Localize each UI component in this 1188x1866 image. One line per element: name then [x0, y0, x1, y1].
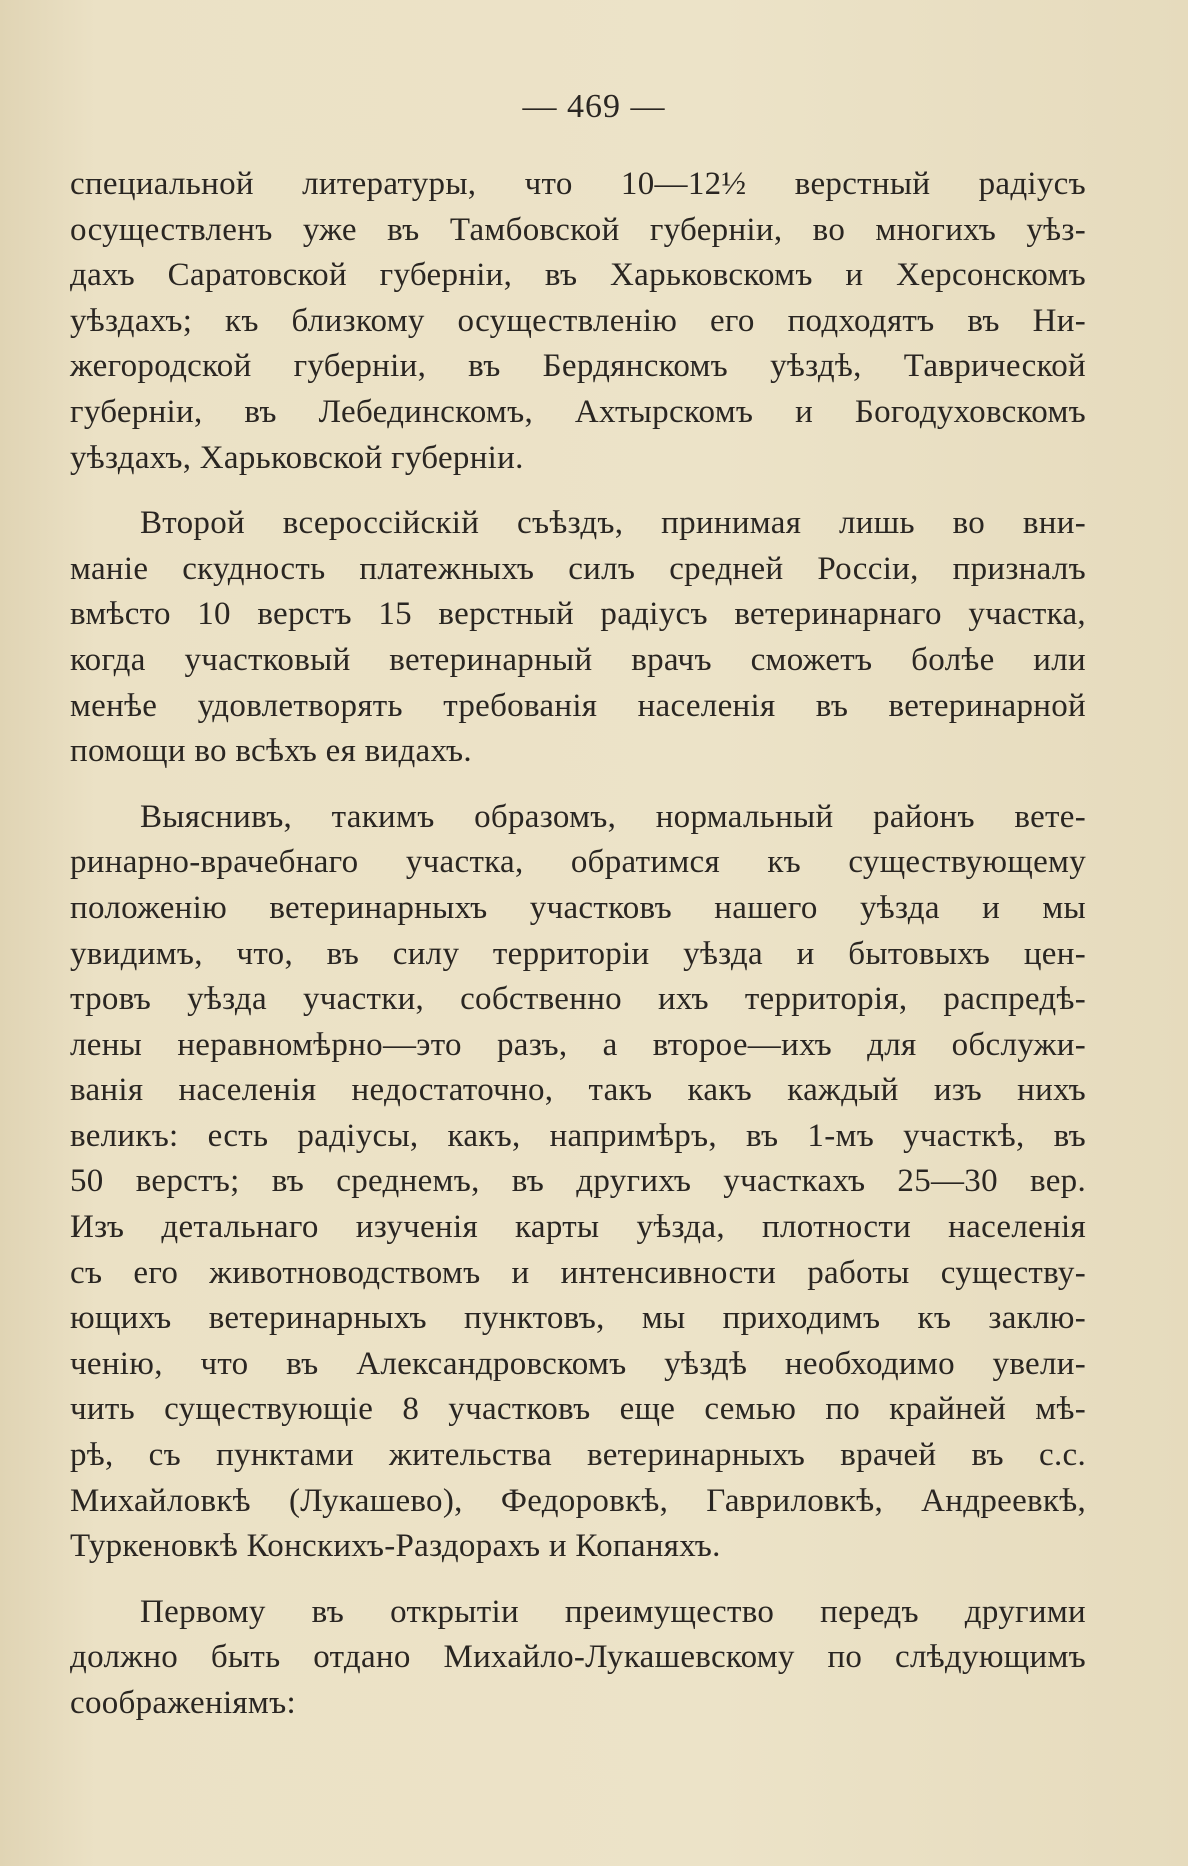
text-line: губерніи, въ Лебединскомъ, Ахтырскомъ и Богодуховскомъ	[70, 393, 1086, 430]
text-line: 50 верстъ; въ среднемъ, въ другихъ участкахъ 25—30 вер.	[70, 1163, 1086, 1200]
text-line: ринарно-врачебнаго участка, обратимся къ существующему	[70, 844, 1086, 881]
text-line: Второй всероссійскій съѣздъ, принимая лишь во вни-	[140, 505, 1086, 542]
text-line: рѣ, съ пунктами жительства ветеринарныхъ врачей въ с.с.	[70, 1437, 1086, 1474]
body-text	[70, 162, 1086, 1747]
text-line: положенію ветеринарныхъ участковъ нашего уѣзда и мы	[70, 889, 1086, 926]
text-line: специальной литературы, что 10—12½ верстный радіусъ	[70, 166, 1086, 202]
text-line: ванія населенія недостаточно, такъ какъ каждый изъ нихъ	[70, 1072, 1086, 1109]
text-line: Выяснивъ, такимъ образомъ, нормальный районъ вете-	[140, 798, 1086, 835]
text-line: Изъ детальнаго изученія карты уѣзда, плотности населенія	[70, 1209, 1086, 1246]
paragraph	[70, 501, 1086, 775]
text-line: чить существующіе 8 участковъ еще семью по крайней мѣ-	[70, 1391, 1086, 1428]
text-line: уѣздахъ; къ близкому осуществленію его подходятъ въ Ни-	[70, 302, 1086, 339]
text-line: менѣе удовлетворять требованія населенія въ ветеринарной	[70, 687, 1086, 724]
text-line: должно быть отдано Михайло-Лукашевскому по слѣдующимъ	[70, 1639, 1086, 1676]
paragraph	[70, 162, 1086, 481]
text-line: ющихъ ветеринарныхъ пунктовъ, мы приходимъ къ заклю-	[70, 1300, 1086, 1337]
text-line: лены неравномѣрно—это разъ, а второе—ихъ для обслужи-	[70, 1026, 1086, 1063]
text-line: уѣздахъ, Харьковской губерніи.	[70, 439, 524, 476]
text-line: Туркеновкѣ Конскихъ-Раздорахъ и Копаняхъ.	[70, 1528, 721, 1565]
text-line: вмѣсто 10 верстъ 15 верстный радіусъ ветеринарнаго участка,	[70, 596, 1086, 633]
text-line: соображеніямъ:	[70, 1685, 296, 1721]
paragraph	[70, 1590, 1086, 1727]
text-line: когда участковый ветеринарный врачъ сможетъ болѣе или	[70, 641, 1086, 678]
text-line: маніе скудность платежныхъ силъ средней Россіи, призналъ	[70, 550, 1086, 587]
text-line: Михайловкѣ (Лукашево), Федоровкѣ, Гавриловкѣ, Андреевкѣ,	[70, 1482, 1086, 1519]
text-line: великъ: есть радіусы, какъ, напримѣръ, въ 1-мъ участкѣ, въ	[70, 1117, 1086, 1154]
text-line: помощи во всѣхъ ея видахъ.	[70, 733, 472, 770]
paragraph	[70, 795, 1086, 1570]
page-number: — 469 —	[522, 88, 666, 125]
text-line: жегородской губерніи, въ Бердянскомъ уѣздѣ, Таврической	[70, 348, 1086, 385]
text-line: тровъ уѣзда участки, собственно ихъ территорія, распредѣ-	[70, 981, 1086, 1018]
text-line: осуществленъ уже въ Тамбовской губерніи, во многихъ уѣз-	[70, 211, 1086, 248]
text-line: Первому въ открытіи преимущество передъ другими	[140, 1593, 1086, 1630]
text-line: съ его животноводствомъ и интенсивности работы существу-	[70, 1254, 1086, 1291]
text-line: увидимъ, что, въ силу территоріи уѣзда и бытовыхъ цен-	[70, 935, 1086, 972]
text-line: дахъ Саратовской губерніи, въ Харьковскомъ и Херсонскомъ	[70, 257, 1086, 294]
text-line: ченію, что въ Александровскомъ уѣздѣ необходимо увели-	[70, 1345, 1086, 1382]
